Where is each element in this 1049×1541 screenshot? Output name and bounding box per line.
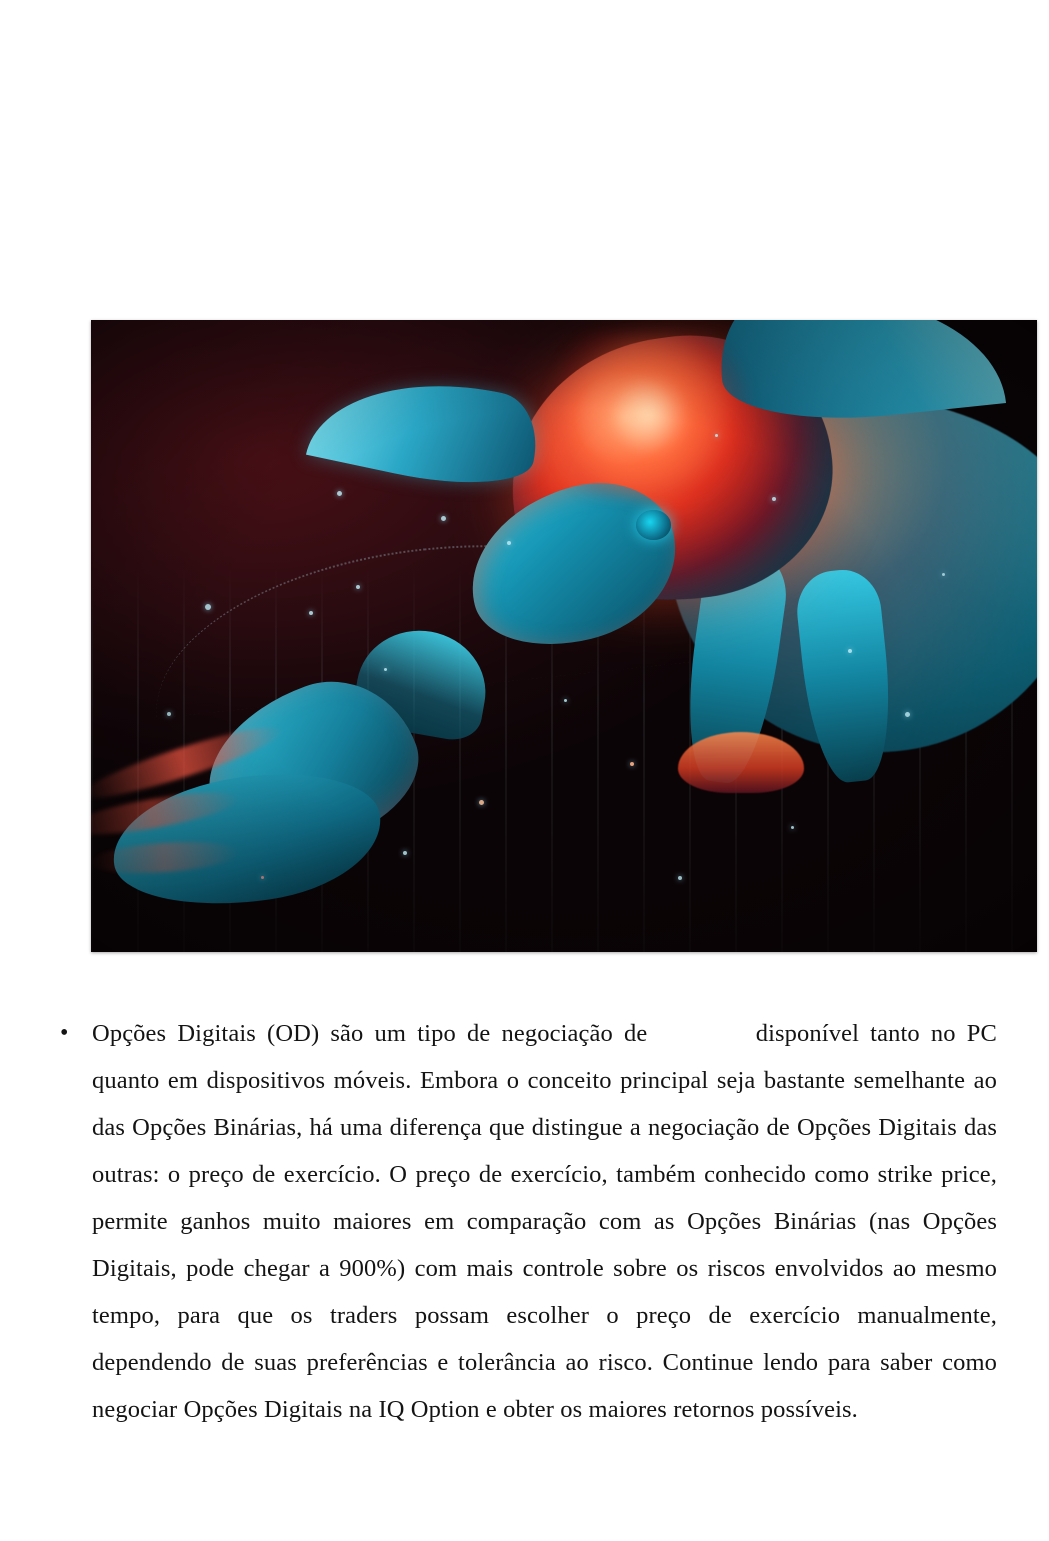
paragraph-text-before-link: Opções Digitais (OD) são um tipo de negociação de [92,1020,659,1047]
particles-decor [91,320,1037,952]
hero-figure [91,320,1037,952]
list-item [52,1010,997,1433]
paragraph-text-after-link: disponível tanto no PC quanto em dispositivos móveis. Embora o conceito principal seja bastante semelhante ao das Opções Binárias, há uma diferença que distingue a negociação de Opções Digitais das outras: o preço de exercício. O preço de exercício, também conhecido como strike price, permite ganhos muito maiores em comparação com as Opções Binárias (nas Opções Digitais, pode chegar a 900%) com mais controle sobre os riscos envolvidos ao mesmo tempo, para que os traders possam escolher o preço de exercício manualmente, dependendo de suas preferências e tolerância ao risco. Continue lendo para saber como negociar Opções Digitais na IQ Option e obter os maiores retornos possíveis. [92,1020,998,1423]
hero-image [91,320,1037,952]
bullet-list [0,1010,1049,1433]
article-body [0,1010,1049,1433]
